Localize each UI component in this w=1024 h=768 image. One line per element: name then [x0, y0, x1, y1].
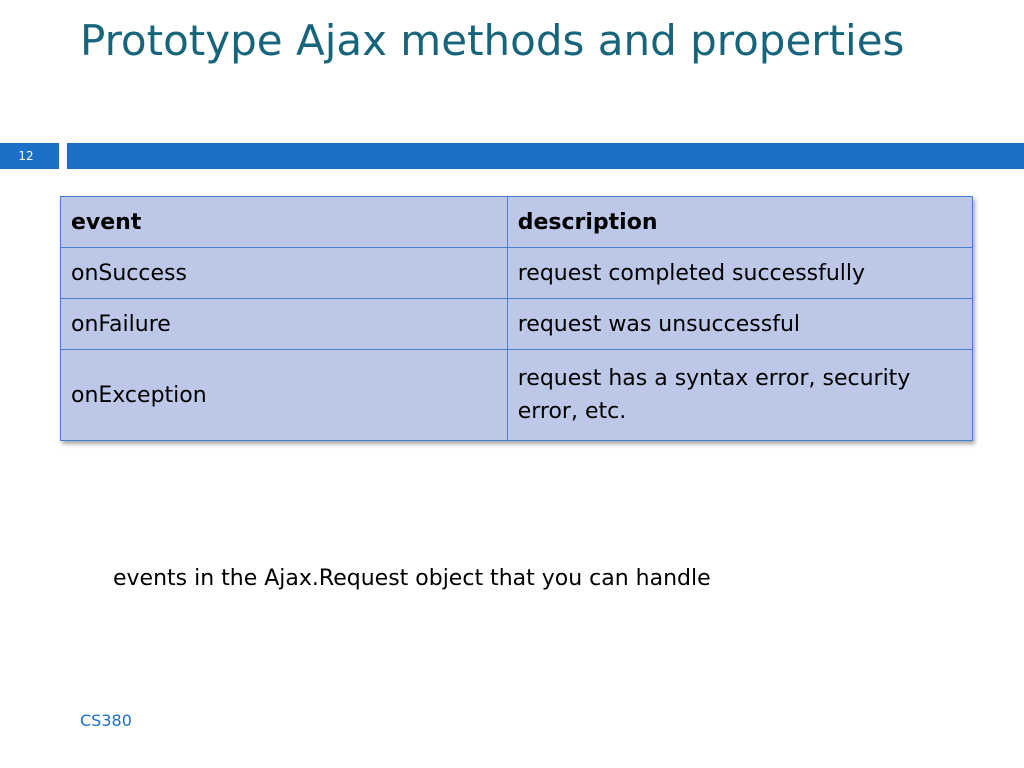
event-cell: onException: [61, 350, 508, 441]
slide-number: 12: [18, 149, 34, 163]
header-cell-event: event: [61, 197, 508, 248]
table-row: [61, 299, 973, 350]
table-row: [61, 248, 973, 299]
slide-title: Prototype Ajax methods and properties: [80, 16, 905, 65]
description-cell: request was unsuccessful: [507, 299, 972, 350]
event-cell: onFailure: [61, 299, 508, 350]
description-cell: request has a syntax error, security error, etc.: [507, 350, 972, 441]
table-row: [61, 350, 973, 441]
table-header-row: [61, 197, 973, 248]
footer-course-label: CS380: [80, 711, 132, 730]
event-cell: onSuccess: [61, 248, 508, 299]
title-accent-bar: [67, 143, 1024, 169]
events-table: [60, 196, 973, 441]
header-cell-description: description: [507, 197, 972, 248]
description-cell: request completed successfully: [507, 248, 972, 299]
table-caption: events in the Ajax.Request object that you can handle: [113, 566, 711, 591]
